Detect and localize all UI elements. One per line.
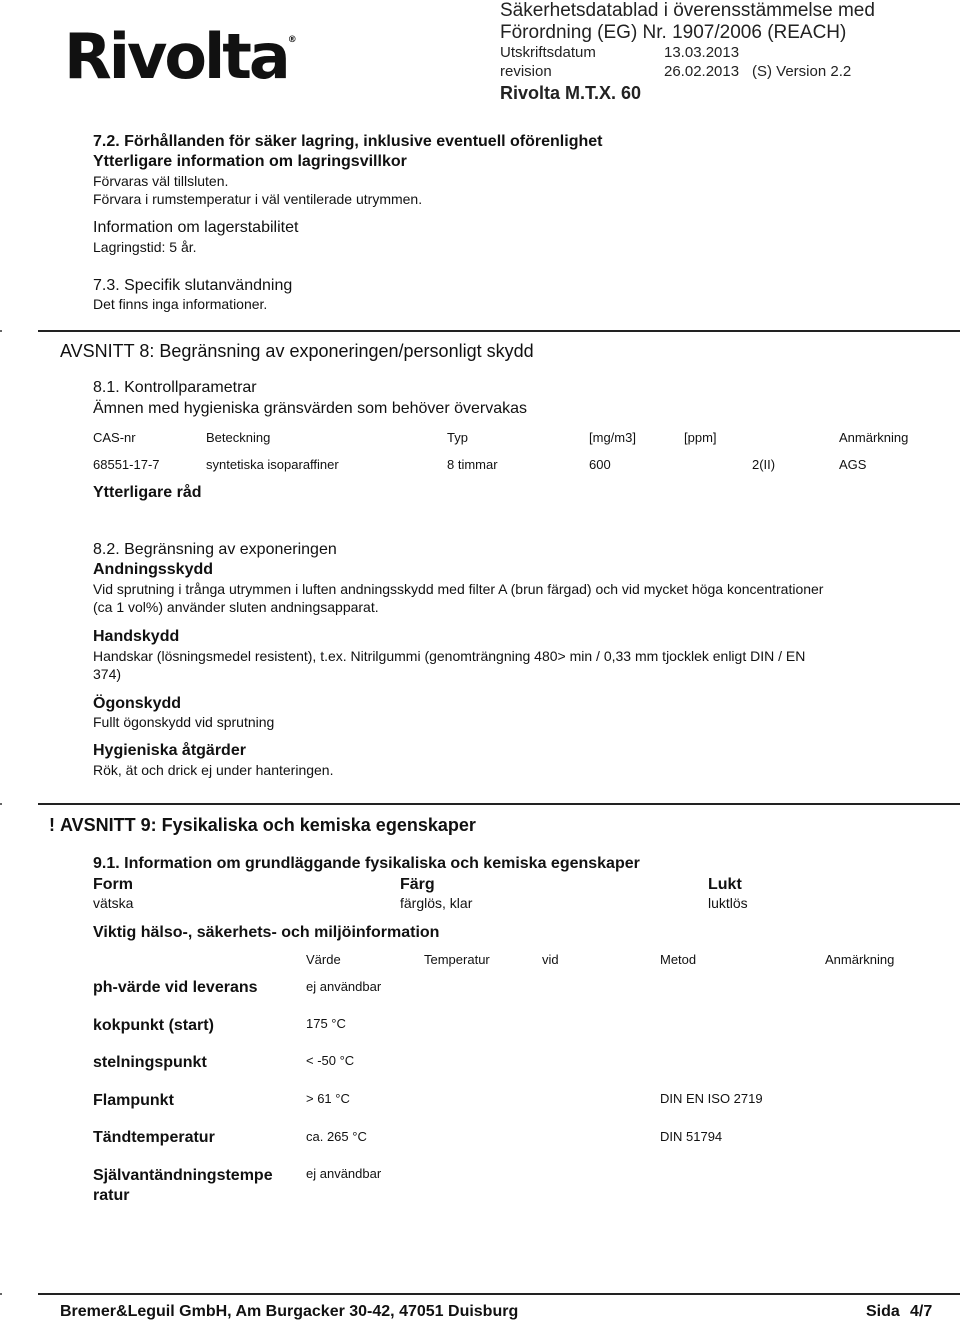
advice-heading: Ytterligare råd: [93, 484, 202, 501]
property-label: Flampunkt: [93, 1092, 174, 1109]
product-name: Rivolta M.T.X. 60: [500, 83, 642, 103]
property-label: ph-värde vid leverans: [93, 979, 258, 996]
color-value: färglös, klar: [400, 895, 473, 911]
respiratory-line-2: (ca 1 vol%) använder sluten andningsapparat.: [93, 599, 379, 615]
company-logo: Rivolta®: [64, 20, 297, 93]
footer-page-number: 4/7: [910, 1303, 933, 1320]
property-value: 175 °C: [306, 1016, 346, 1031]
section-8-title: AVSNITT 8: Begränsning av exponeringen/personligt skydd: [60, 341, 534, 361]
eye-text: Fullt ögonskydd vid sprutning: [93, 714, 275, 730]
section-8-1-title: 8.1. Kontrollparametrar: [93, 379, 257, 396]
table-header-type: Typ: [447, 430, 468, 445]
footer-rule: [38, 1293, 960, 1295]
revision-label: revision: [500, 63, 552, 80]
form-label: Form: [93, 876, 133, 893]
margin-dot: [0, 803, 2, 805]
section-8-2-title: 8.2. Begränsning av exponeringen: [93, 541, 337, 558]
color-label: Färg: [400, 876, 435, 893]
table-cell-cas: 68551-17-7: [93, 457, 160, 472]
property-value: < -50 °C: [306, 1053, 355, 1068]
section-7-3-text: Det finns inga informationer.: [93, 296, 268, 312]
margin-dot: [0, 1293, 2, 1295]
property-label: Självantändningstempe: [93, 1167, 273, 1184]
table-cell-ppm: 2(II): [752, 457, 776, 472]
print-date-label: Utskriftsdatum: [500, 44, 596, 61]
table-cell-name: syntetiska isoparaffiner: [206, 457, 339, 472]
col-header-remark: Anmärkning: [825, 952, 895, 967]
section-7-3-title: 7.3. Specifik slutanvändning: [93, 277, 293, 294]
form-value: vätska: [93, 895, 134, 911]
property-method: DIN 51794: [660, 1129, 723, 1144]
section-9-1-title: 9.1. Information om grundläggande fysikaliska och kemiska egenskaper: [93, 855, 640, 872]
table-cell-mgm3: 600: [589, 457, 611, 472]
section-9-title: AVSNITT 9: Fysikaliska och kemiska egenskaper: [60, 815, 476, 835]
property-value: > 61 °C: [306, 1091, 350, 1106]
property-label: Tändtemperatur: [93, 1129, 215, 1146]
odor-label: Lukt: [708, 876, 742, 893]
table-header-mgm3: [mg/m3]: [589, 430, 636, 445]
hygiene-heading: Hygieniska åtgärder: [93, 742, 246, 759]
odor-value: luktlös: [708, 895, 748, 911]
table-header-remark: Anmärkning: [839, 430, 909, 445]
property-label: kokpunkt (start): [93, 1017, 214, 1034]
hand-line-2: 374): [93, 666, 122, 682]
hand-line-1: Handskar (lösningsmedel resistent), t.ex. Nitrilgummi (genomträngning 480> min / 0,33 mm tjocklek enligt DIN / EN: [93, 648, 806, 664]
col-header-temperature: Temperatur: [424, 952, 490, 967]
col-header-at: vid: [542, 952, 559, 967]
stability-text: Lagringstid: 5 år.: [93, 239, 197, 255]
property-label-continued: ratur: [93, 1187, 130, 1204]
table-cell-remark: AGS: [839, 457, 867, 472]
health-heading: Viktig hälso-, säkerhets- och miljöinformation: [93, 924, 440, 941]
col-header-value: Värde: [306, 952, 341, 967]
revision-date: 26.02.2013: [664, 63, 740, 80]
table-cell-type: 8 timmar: [447, 457, 498, 472]
col-header-method: Metod: [660, 952, 697, 967]
table-header-cas: CAS-nr: [93, 430, 136, 445]
header-title-line1: Säkerhetsdatablad i överensstämmelse med: [500, 0, 875, 21]
storage-line-2: Förvara i rumstemperatur i väl ventilerade utrymmen.: [93, 191, 423, 207]
stability-heading: Information om lagerstabilitet: [93, 219, 299, 236]
print-date: 13.03.2013: [664, 44, 740, 61]
section-8-rule: [38, 330, 960, 332]
header-title-line2: Förordning (EG) Nr. 1907/2006 (REACH): [500, 22, 847, 43]
eye-heading: Ögonskydd: [93, 695, 182, 712]
storage-heading: Ytterligare information om lagringsvillkor: [93, 153, 407, 170]
section-9-rule: [38, 803, 960, 805]
change-marker: !: [49, 815, 55, 835]
respiratory-heading: Andningsskydd: [93, 561, 214, 578]
respiratory-line-1: Vid sprutning i trånga utrymmen i luften andningsskydd med filter A (brun färgad) och vid mycket höga koncentrationer: [93, 581, 824, 597]
version: (S) Version 2.2: [752, 63, 852, 80]
section-7-2-title: 7.2. Förhållanden för säker lagring, inklusive eventuell oförenlighet: [93, 133, 603, 150]
footer-page-label: Sida: [866, 1303, 900, 1320]
table-header-name: Beteckning: [206, 430, 271, 445]
hygiene-text: Rök, ät och drick ej under hanteringen.: [93, 762, 334, 778]
storage-line-1: Förvaras väl tillsluten.: [93, 173, 229, 189]
property-value: ej användbar: [306, 979, 382, 994]
margin-dot: [0, 330, 2, 332]
hand-heading: Handskydd: [93, 628, 180, 645]
property-label: stelningspunkt: [93, 1054, 207, 1071]
property-method: DIN EN ISO 2719: [660, 1091, 763, 1106]
section-8-1-subtitle: Ämnen med hygieniska gränsvärden som behöver övervakas: [93, 400, 528, 417]
property-value: ca. 265 °C: [306, 1129, 367, 1144]
footer-company: Bremer&Leguil GmbH, Am Burgacker 30-42, 47051 Duisburg: [60, 1303, 519, 1320]
table-header-ppm: [ppm]: [684, 430, 717, 445]
property-value: ej användbar: [306, 1166, 382, 1181]
